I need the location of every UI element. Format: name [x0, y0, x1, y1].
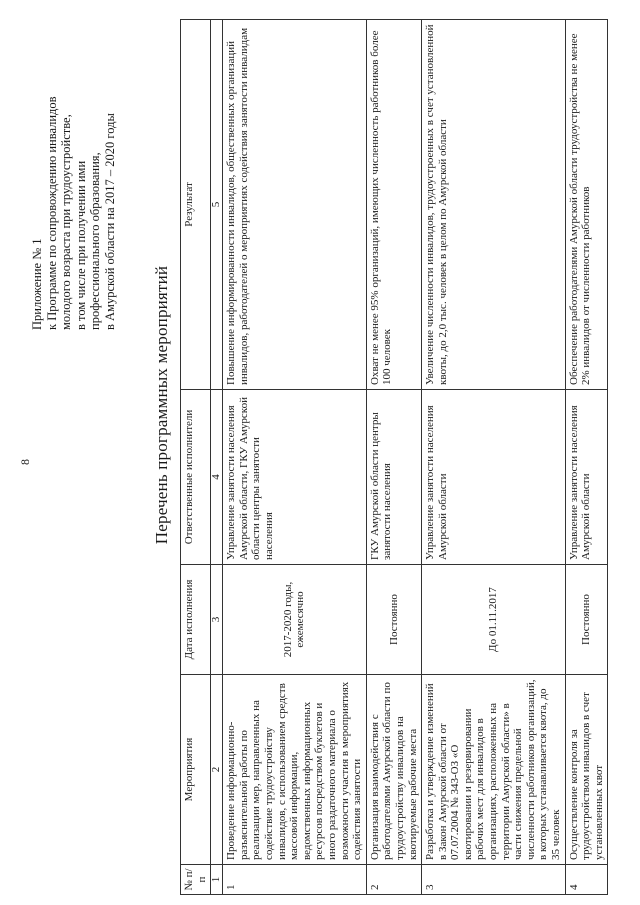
header-date: Дата исполнения	[181, 565, 211, 675]
column-number: 4	[211, 390, 223, 565]
measure-cell: Проведение информационно-разъяснительной работы по реализации мер, направленных на содействие трудоустройству инвалидов, с использованием средств массовой информации, ведомственных информационных ресурсов посредством буклетов и иного раздаточного материала о возможности участия в мероприятиях содействия занятости	[223, 675, 367, 865]
appendix-line: молодого возраста при трудоустройстве,	[59, 114, 73, 330]
row-number: 4	[565, 865, 608, 895]
row-number: 2	[366, 865, 421, 895]
appendix-header	[30, 10, 117, 330]
executors-cell: ГКУ Амурской области центры занятости населения	[366, 390, 421, 565]
measure-cell: Осуществление контроля за трудоустройством инвалидов в счет установленных квот	[565, 675, 608, 865]
result-cell: Повышение информированности инвалидов, общественных организаций инвалидов, работодателей о мероприятиях содействия занятости инвалидам	[223, 20, 367, 390]
appendix-line: в Амурской области на 2017 – 2020 годы	[102, 113, 117, 330]
date-cell: 2017-2020 годы, ежемесячно	[223, 565, 367, 675]
result-cell: Обеспечение работодателями Амурской области трудоустройства не менее 2% инвалидов от численности работников	[565, 20, 608, 390]
header-num: № п/п	[181, 865, 211, 895]
document-title: Перечень программных мероприятий	[152, 265, 171, 545]
table-row	[422, 20, 566, 895]
row-number: 3	[422, 865, 566, 895]
measure-cell: Организация взаимодействия с работодателями Амурской области по трудоустройству инвалидов на квотируемые рабочие места	[366, 675, 421, 865]
header-measure: Мероприятия	[181, 675, 211, 865]
measure-cell: Разработка и утверждение изменений в Закон Амурской области от 07.07.2004 № 343-ОЗ «О квотировании и резервировании рабочих мест для инвалидов в организациях, расположенных на территории Амурской области» в части снижения предельной численности работников организаций, в которых устанавливается квота, до 35 человек	[422, 675, 566, 865]
date-cell: Постоянно	[565, 565, 608, 675]
row-number: 1	[223, 865, 367, 895]
appendix-line: в том числе при получении ими	[73, 160, 88, 330]
table-row	[366, 20, 421, 895]
executors-cell: Управление занятости населения Амурской области	[422, 390, 566, 565]
date-cell: Постоянно	[366, 565, 421, 675]
column-number: 2	[211, 675, 223, 865]
executors-cell: Управление занятости населения Амурской области, ГКУ Амурской области центры занятости населения	[223, 390, 367, 565]
table-row	[565, 20, 608, 895]
column-number: 1	[211, 865, 223, 895]
result-cell: Охват не менее 95% организаций, имеющих численность работников более 100 человек	[366, 20, 421, 390]
result-cell: Увеличение численности инвалидов, трудоустроенных в счет установленной квоты, до 2,0 тыс. человек в целом по Амурской области	[422, 20, 566, 390]
measures-table	[180, 19, 608, 895]
appendix-line: Приложение № 1	[30, 238, 44, 330]
column-number: 5	[211, 20, 223, 390]
table-header-row	[181, 20, 211, 895]
appendix-line: к Программе по сопровождению инвалидов	[44, 96, 59, 330]
column-number-row	[211, 20, 223, 895]
column-number: 3	[211, 565, 223, 675]
header-executors: Ответственные исполнители	[181, 390, 211, 565]
table-row	[223, 20, 367, 895]
executors-cell: Управление занятости населения Амурской области	[565, 390, 608, 565]
page-number: 8	[18, 459, 32, 465]
header-result: Результат	[181, 20, 211, 390]
appendix-line: профессионального образования,	[88, 152, 102, 330]
date-cell: До 01.11.2017	[422, 565, 566, 675]
